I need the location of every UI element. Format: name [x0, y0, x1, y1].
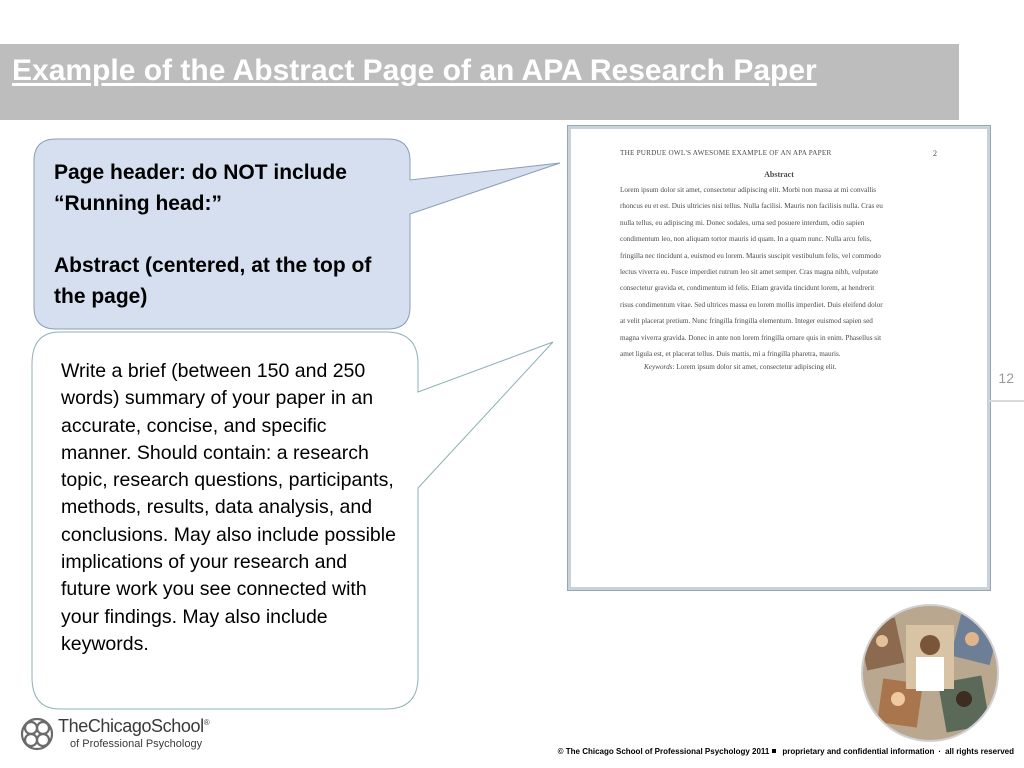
paper-line: at velit placerat pretium. Nunc fringilla fringilla elementum. Integer euismod sapien sed: [620, 317, 873, 326]
paper-line: Lorem ipsum dolor sit amet, consectetur adipiscing elit. Morbi non massa at mi convallis: [620, 186, 877, 194]
slide-number: 12: [998, 370, 1014, 386]
knot-logo-icon: [18, 714, 56, 754]
paper-line: lectus viverra eu. Fusce imperdiet rutrum leo sit amet semper. Cras magna nibh, vulputate: [620, 268, 879, 277]
slide-number-box: [989, 360, 1024, 402]
paper-line: fringilla nec tincidunt a, euismod eu lorem. Mauris suscipit vestibulum felis, vel commodo: [620, 251, 881, 260]
paper-line: consectetur gravida et, condimentum id felis. Etiam gravida tincidunt lorem, at hendrerit: [620, 284, 875, 293]
callout-bottom-text: Write a brief (between 150 and 250 words) summary of your paper in an accurate, concise, and specific manner. Should contain: a research topic, research questions, participants, methods, results, data analysis, and conclusions. May also include possible implications of your research and future work you see connected with your findings. May also include keywords.: [61, 360, 396, 655]
footer-square-bullet: [772, 749, 776, 753]
paper-line: amet ligula est, et placerat tellus. Duis mattis, mi a fringilla pharetra, mauris.: [620, 350, 841, 359]
footer-copyright: © The Chicago School of Professional Psychology 2011: [557, 747, 770, 756]
logo-subtitle: of Professional Psychology: [70, 738, 203, 750]
footer-confidential: proprietary and confidential information: [782, 747, 935, 756]
logo-name: TheChicagoSchool®: [58, 716, 210, 736]
paper-page-number: 2: [933, 149, 937, 158]
paper-body: [620, 182, 940, 362]
footer-separator: ·: [938, 747, 942, 756]
paper-abstract-heading: Abstract: [764, 170, 794, 179]
paper-keywords-label: Keywords: [644, 363, 673, 371]
callout-top-text: [54, 157, 394, 312]
callout-top-line-2: Abstract (centered, at the top of the page): [54, 254, 372, 308]
sample-paper-image: [567, 125, 991, 591]
paper-running-header: THE PURDUE OWL'S AWESOME EXAMPLE OF AN APA PAPER: [620, 149, 832, 157]
paper-line: risus condimentum vitae. Sed ultrices massa eu lorem mollis imperdiet. Duis eleifend dolor: [620, 300, 883, 309]
photo-collage-image: [860, 603, 1000, 743]
paper-line: condimentum leo, non aliquam tortor mauris id quam. In a quam nunc. Nulla arcu felis,: [620, 235, 872, 244]
footer-rights: all rights reserved: [945, 747, 1014, 756]
callout-top-line-1: Page header: do NOT include “Running head:”: [54, 161, 347, 215]
footer: [490, 747, 1014, 756]
paper-line: nulla tellus, eu adipiscing mi. Donec sodales, urna sed posuere interdum, odio sapien: [620, 218, 865, 227]
slide-title: Example of the Abstract Page of an APA Research Paper: [12, 54, 817, 87]
paper-line: rhoncus eu et est. Duis ultricies nisi tellus. Nulla facilisi. Mauris non facilisis nulla. Cras eu: [620, 202, 883, 211]
paper-line: magna viverra gravida. Donec in ante non lorem fringilla ornare quis in enim. Phasellus sit: [620, 333, 882, 342]
paper-keywords-text: : Lorem ipsum dolor sit amet, consectetur adipiscing elit.: [672, 363, 837, 371]
paper-keywords: [644, 363, 837, 371]
